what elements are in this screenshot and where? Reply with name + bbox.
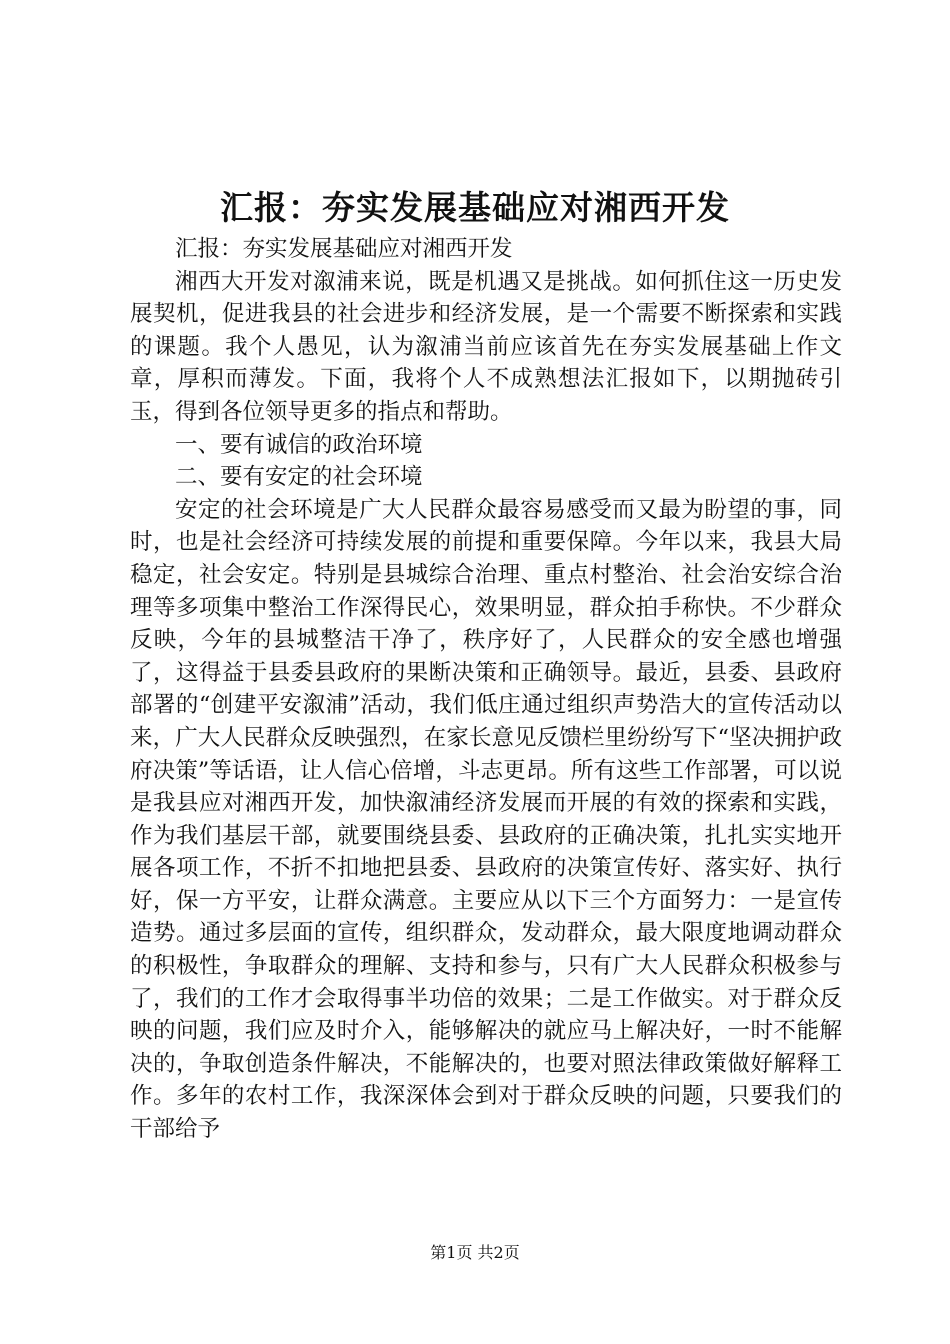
- section-heading-1: 一、要有诚信的政治环境: [175, 431, 423, 458]
- document-body: [130, 233, 842, 1146]
- paragraph-intro: 湘西大开发对溆浦来说，既是机遇又是挑战。如何抓住这一历史发展契机，促进我县的社会进步和经济发展，是一个需要不断探索和实践的课题。我个人愚见，认为溆浦当前应该首先在夯实发展基础上作文章，厚积而薄发。下面，我将个人不成熟想法汇报如下，以期抛砖引玉，得到各位领导更多的指点和帮助。: [130, 268, 842, 425]
- paragraph-subtitle: 汇报：夯实发展基础应对湘西开发: [175, 236, 513, 262]
- document-title: 汇报：夯实发展基础应对湘西开发: [220, 188, 730, 227]
- page-footer: 第1页 共2页: [430, 1243, 520, 1262]
- section-heading-2: 二、要有安定的社会环境: [175, 464, 423, 491]
- paragraph-social-environment: 安定的社会环境是广大人民群众最容易感受而又最为盼望的事，同时，也是社会经济可持续发展的前提和重要保障。今年以来，我县大局稳定，社会安定。特别是县城综合治理、重点村整治、社会治安综合治理等多项集中整治工作深得民心，效果明显，群众拍手称快。不少群众反映，今年的县城整洁干净了，秩序好了，人民群众的安全感也增强了，这得益于县委县政府的果断决策和正确领导。最近，县委、县政府部署的“创建平安溆浦”活动，我们低庄通过组织声势浩大的宣传活动以来，广大人民群众反映强烈，在家长意见反馈栏里纷纷写下“坚决拥护政府决策”等话语，让人信心倍增，斗志更昂。所有这些工作部署，可以说是我县应对湘西开发，加快溆浦经济发展而开展的有效的探索和实践，作为我们基层干部，就要围绕县委、县政府的正确决策，扎扎实实地开展各项工作，不折不扣地把县委、县政府的决策宣传好、落实好、执行好，保一方平安，让群众满意。主要应从以下三个方面努力：一是宣传造势。通过多层面的宣传，组织群众，发动群众，最大限度地调动群众的积极性，争取群众的理解、支持和参与，只有广大人民群众积极参与了，我们的工作才会取得事半功倍的效果；二是工作做实。对于群众反映的问题，我们应及时介入，能够解决的就应马上解决好，一时不能解决的，争取创造条件解决，不能解决的，也要对照法律政策做好解释工作。多年的农村工作，我深深体会到对于群众反映的问题，只要我们的干部给予: [130, 496, 842, 1143]
